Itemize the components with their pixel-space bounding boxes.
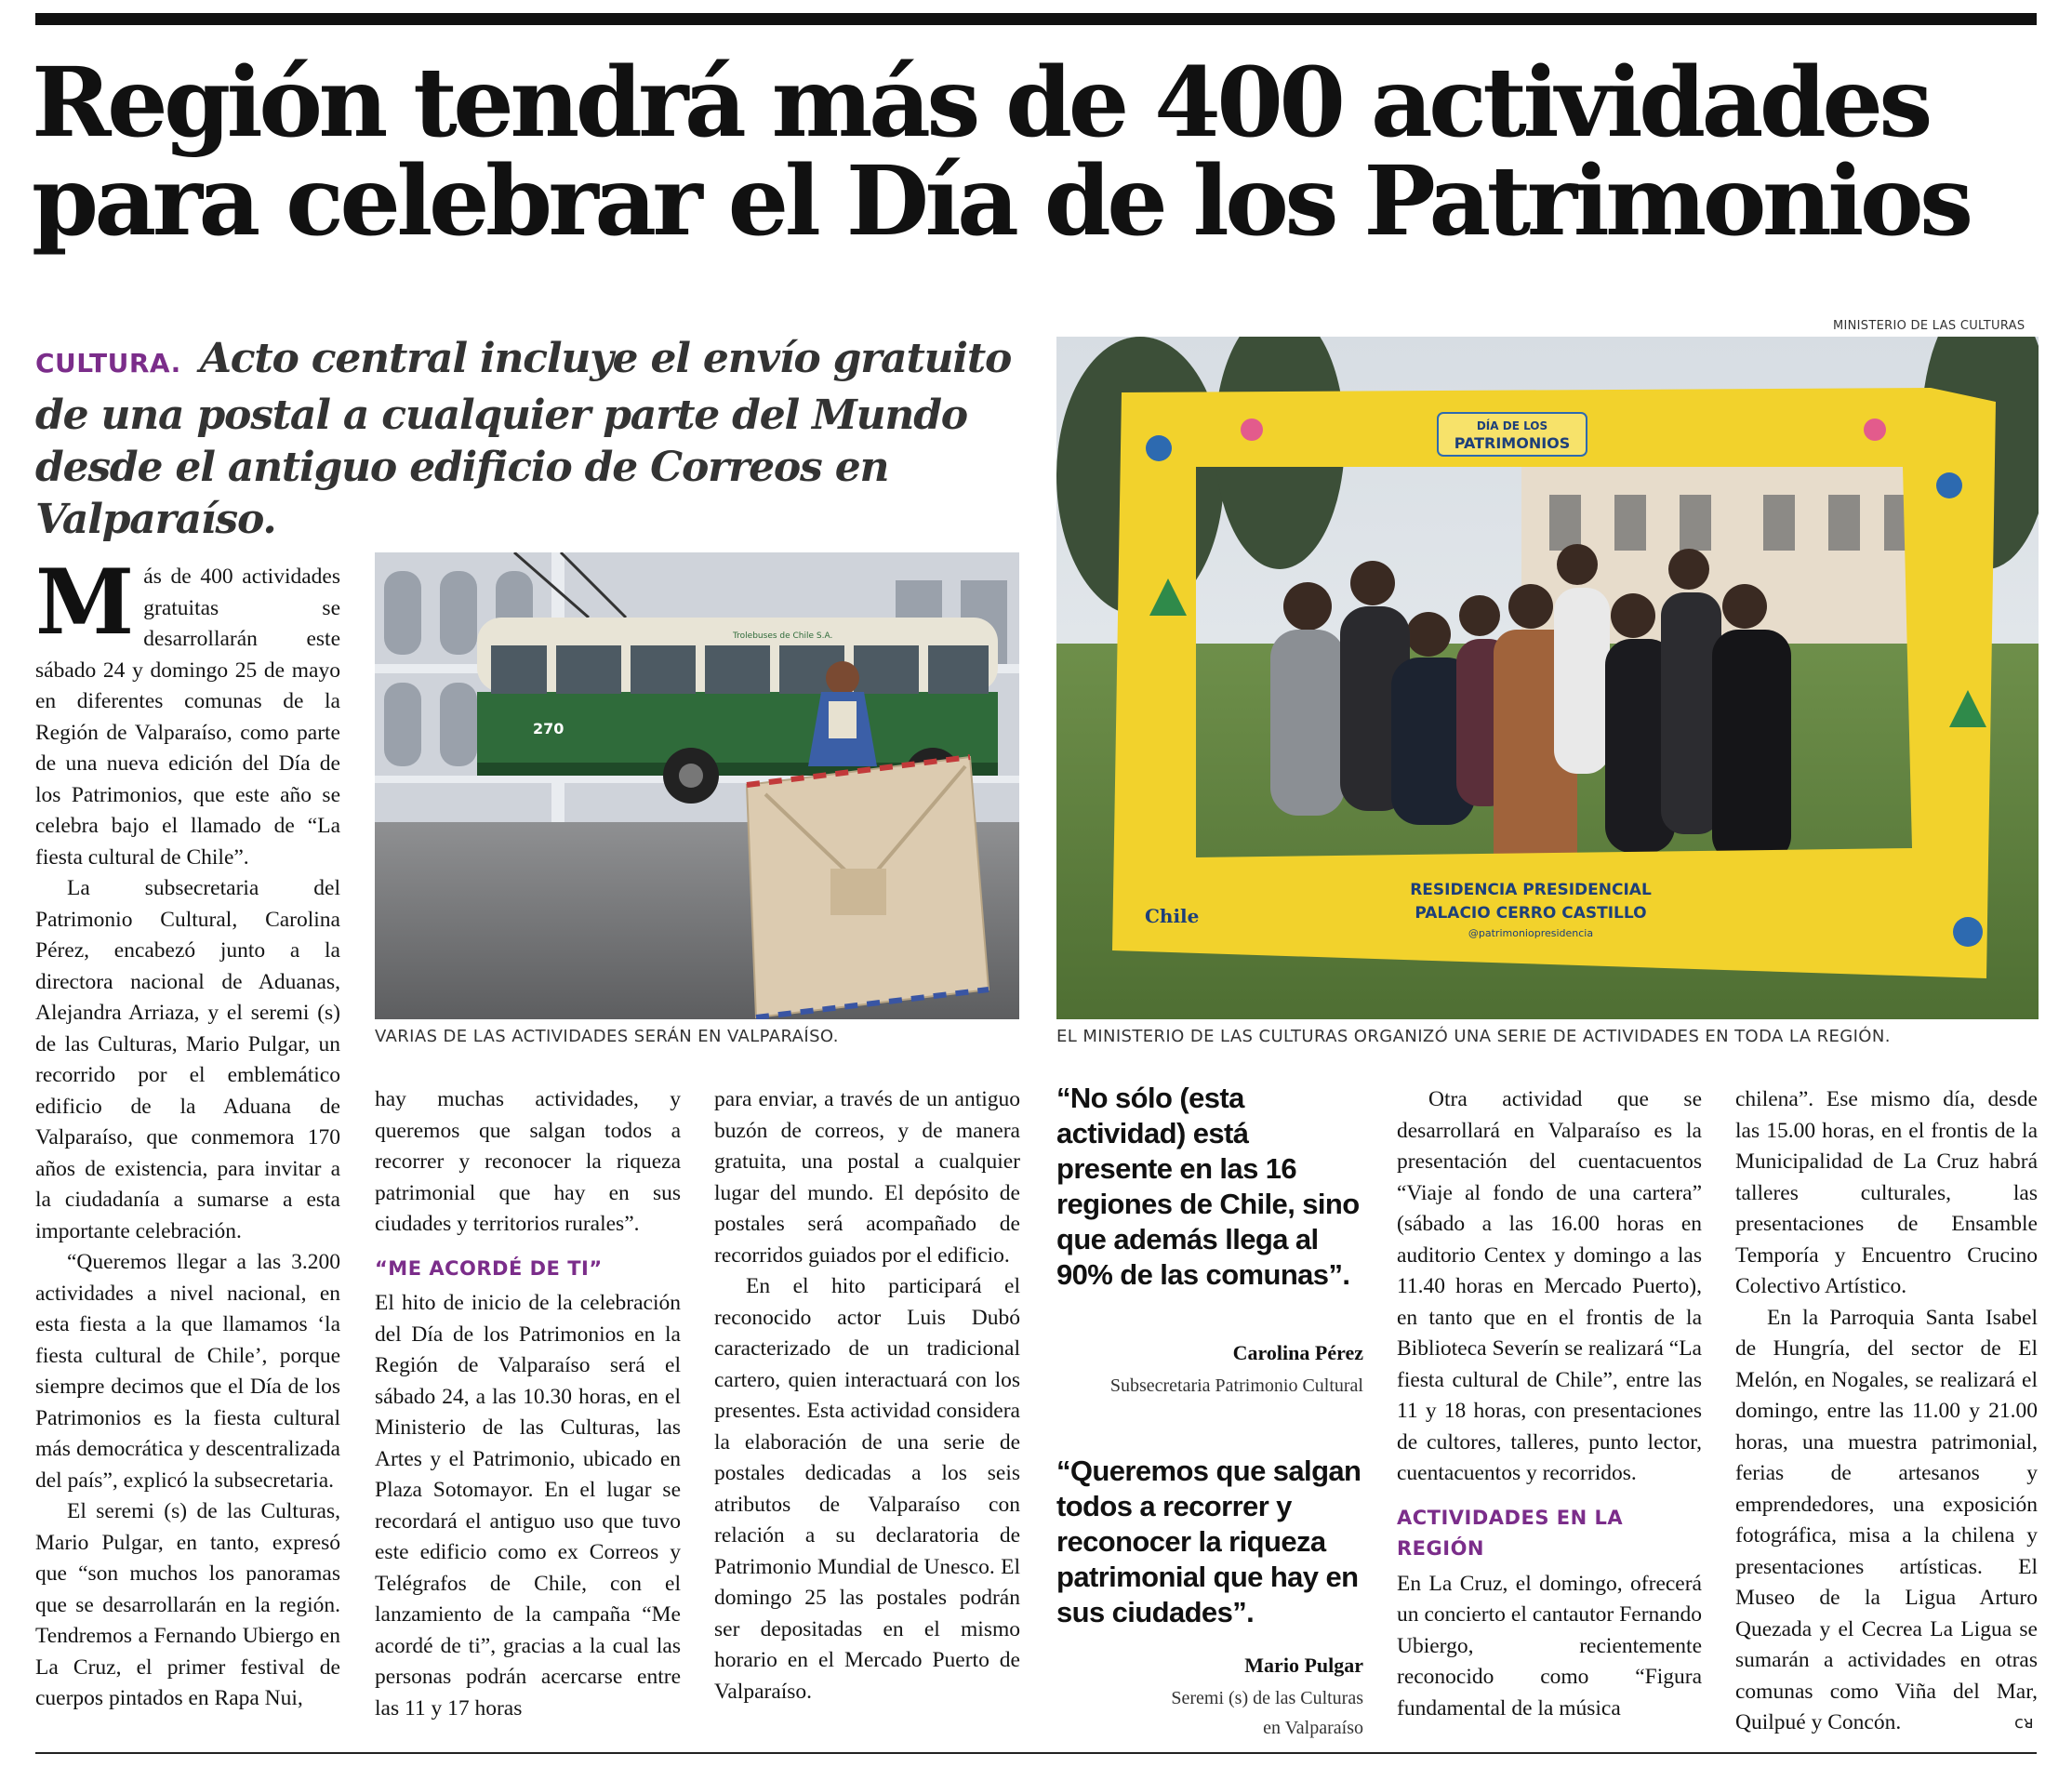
photo-credit: MINISTERIO DE LAS CULTURAS <box>1833 319 2026 333</box>
paragraph: ás de 400 actividades gratuitas se desarrollarán este sábado 24 y domingo 25 de mayo en diferentes comunas de la Región de Valparaíso, como parte de una nueva edición del Día de los Patrimonios, que este año se celebra bajo el llamado de “La fiesta cultural de Chile”. <box>35 565 340 870</box>
headline-line-1: Región tendrá más de 400 actividades <box>32 46 1929 159</box>
paragraph: “Queremos llegar a las 3.200 actividades a nivel nacional, en esta fiesta a la que llamamos ‘la fiesta cultural de Chile’, porque siempre decimos que el Día de los Patrimonios es la fiesta cultural más democrática y descentralizada del país”, explicó la subsecretaria. <box>35 1250 340 1493</box>
top-rule <box>35 13 2037 25</box>
giant-envelope <box>747 757 989 1017</box>
bus-photo-illustration <box>375 552 1019 1019</box>
article-column-6 <box>1735 1084 2038 1739</box>
subhead-actividades-region: ACTIVIDADES EN LA REGIÓN <box>1397 1506 1624 1560</box>
group-photo <box>1056 337 2039 1019</box>
quote-1-role: Subsecretaria Patrimonio Cultural <box>1109 1375 1363 1396</box>
paragraph: para enviar, a través de un antiguo buzón de correos, y de manera gratuita, una postal a cualquier lugar del mundo. El depósito de postales será acompañado de recorridos guiados por el edificio. <box>714 1087 1020 1268</box>
pull-quote-2: “Queremos que salgan todos a recorrer y reconocer la riqueza patrimonial que hay en sus ciudades”. <box>1056 1455 1361 1628</box>
quote-2-role-line-2: en Valparaíso <box>1263 1718 1363 1738</box>
quote-1-name: Carolina Pérez <box>1232 1341 1363 1364</box>
headline-line-2: para celebrar el Día de los Patrimonios <box>32 145 1970 259</box>
article-column-5 <box>1397 1084 1702 1724</box>
quote-2-name: Mario Pulgar <box>1244 1654 1363 1677</box>
section-kicker: CULTURA. <box>35 348 181 379</box>
article-column-2 <box>375 1084 681 1724</box>
headline <box>32 46 2050 259</box>
bus-photo <box>375 552 1019 1019</box>
frame-bottom-line-1: RESIDENCIA PRESIDENCIAL <box>1410 881 1652 899</box>
bus-number: 270 <box>533 720 564 737</box>
frame-bottom-line-2: PALACIO CERRO CASTILLO <box>1415 904 1647 923</box>
end-mark: ᴄᴚ <box>2014 1713 2034 1733</box>
lead-text: Acto central incluye el envío gratuito de una postal a cualquier parte del Mundo desde el antiguo edificio de Correos en Valparaíso. <box>35 335 1012 543</box>
paragraph: El hito de inicio de la celebración del Día de los Patrimonios en la Región de Valparaíso será el sábado 24, a las 10.30 horas, en el Ministerio de las Culturas, las Artes y el Patrimonio, ubicado en Plaza Sotomayor. En el lugar se recordará el antiguo uso que tuvo este edificio como ex Correos y Telégrafos de Chile, con el lanzamiento de la campaña “Me acordé de ti”, gracias a la cual las personas podrán acercarse entre las 11 y 17 horas <box>375 1291 681 1720</box>
group-photo-caption: EL MINISTERIO DE LAS CULTURAS ORGANIZÓ UNA SERIE DE ACTIVIDADES EN TODA LA REGIÓN. <box>1056 1027 1891 1046</box>
paragraph: En la Parroquia Santa Isabel de Hungría, del sector de El Melón, en Nogales, se realizará el domingo, entre las 11.00 y 21.00 horas, una muestra patrimonial, ferias de artesanos y emprendedores, una exposición fotográfica, misa a la chilena y presentaciones artísticas. El Museo de la Ligua Arturo Quezada y el Cecrea La Ligua se sumarán a actividades en otras comunas como Viña del Mar, Quilpué y Concón. <box>1735 1305 2038 1734</box>
pull-quote-1: “No sólo (esta actividad) está presente en las 16 regiones de Chile, sino que además llega al 90% de las comunas”. <box>1056 1082 1360 1291</box>
paragraph: La subsecretaria del Patrimonio Cultural, Carolina Pérez, encabezó junto a la directora nacional de Aduanas, Alejandra Arriaza, y el seremi (s) de las Culturas, Mario Pulgar, un recorrido por el emblemático edificio de la Aduana de Valparaíso, que conmemora 170 años de existencia, para invitar a la ciudadanía a sumarse a esta importante celebración. <box>35 876 340 1243</box>
bottom-rule <box>35 1752 2037 1754</box>
frame-logo: Chile <box>1145 905 1200 927</box>
article-column-3 <box>714 1084 1020 1707</box>
paragraph: chilena”. Ese mismo día, desde las 15.00 horas, en el frontis de la Municipalidad de La Cruz habrá talleres culturales, las presentaciones de Ensamble Temporía y Encuentro Crucino Colectivo Artístico. <box>1735 1087 2038 1298</box>
paragraph: El seremi (s) de las Culturas, Mario Pulgar, en tanto, expresó que “son muchos los panoramas que se desarrollarán en la región. Tendremos a Fernando Ubiergo en La Cruz, el primer festival de cuerpos pintados en Rapa Nui, <box>35 1499 340 1710</box>
quote-2-role-line-1: Seremi (s) de las Culturas <box>1171 1688 1363 1708</box>
dropcap: M <box>35 550 135 655</box>
paragraph: En La Cruz, el domingo, ofrecerá un concierto el cantautor Fernando Ubiergo, recientemente reconocido como “Figura fundamental de la música <box>1397 1571 1702 1720</box>
frame-title: PATRIMONIOS <box>1454 434 1571 452</box>
frame-title-small: DÍA DE LOS <box>1476 419 1548 432</box>
paragraph: hay muchas actividades, y queremos que salgan todos a recorrer y reconocer la riqueza patrimonial que hay en sus ciudades y territorios rurales”. <box>375 1087 681 1236</box>
subhead-me-acorde: “ME ACORDÉ DE TI” <box>375 1256 603 1280</box>
frame-handle: @patrimoniopresidencia <box>1468 927 1594 939</box>
paragraph: En el hito participará el reconocido actor Luis Dubó caracterizado de un tradicional cartero, quien interactuará con los presentes. Esta actividad considera la elaboración de una serie de postales dedicadas a los seis atributos de Valparaíso con relación a su declaratoria de Patrimonio Mundial de Unesco. El domingo 25 las postales podrán ser depositadas en el mismo horario en el Mercado Puerto de Valparaíso. <box>714 1274 1020 1704</box>
bus-photo-caption: VARIAS DE LAS ACTIVIDADES SERÁN EN VALPARAÍSO. <box>375 1027 839 1046</box>
group-photo-illustration <box>1056 337 2039 1019</box>
bus-sign: Trolebuses de Chile S.A. <box>733 631 833 641</box>
paragraph: Otra actividad que se desarrollará en Valparaíso es la presentación del cuentacuentos “Viaje al fondo de una cartera” (sábado a las 16.00 horas en auditorio Centex y domingo a las 11.40 horas en Mercado Puerto), en tanto que en el frontis de la Biblioteca Severín se realizará “La fiesta cultural de Chile”, entre las 11 y 18 horas, con presentaciones de cultores, talleres, punto lector, cuentacuentos y recorridos. <box>1397 1087 1702 1485</box>
article-column-1 <box>35 550 340 1715</box>
lead-paragraph <box>35 333 1029 546</box>
